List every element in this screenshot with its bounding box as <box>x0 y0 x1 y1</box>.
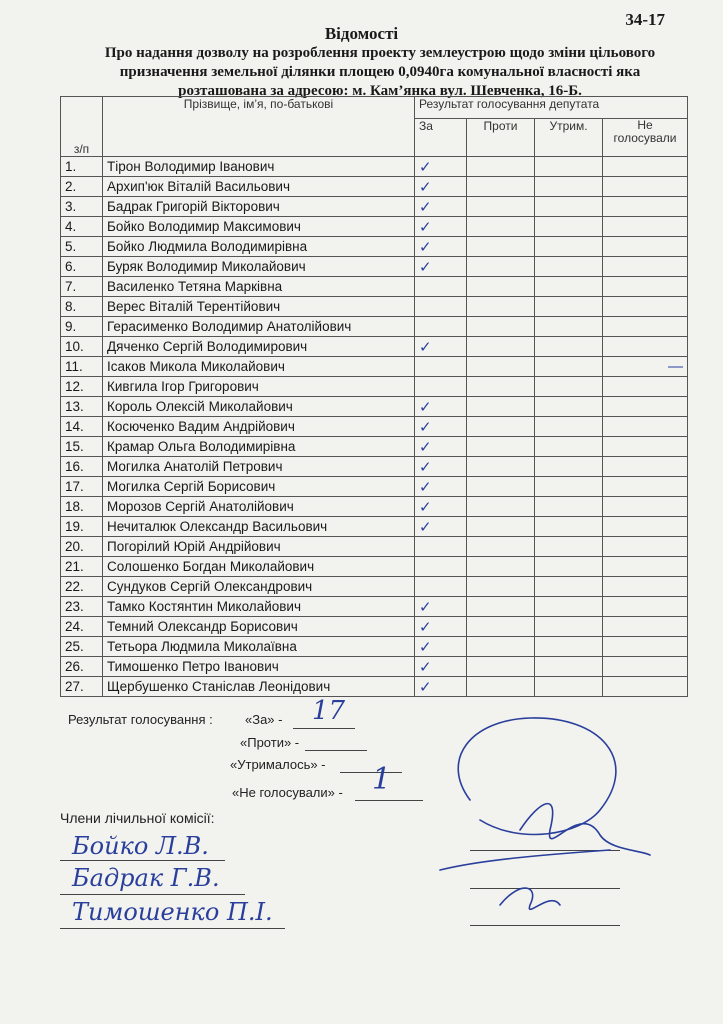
row-number: 9. <box>61 317 103 337</box>
result-for-label: «За» - <box>245 712 283 727</box>
row-number: 21. <box>61 557 103 577</box>
vote-for: ✓ <box>415 397 467 417</box>
row-name: Верес Віталій Терентійович <box>103 297 415 317</box>
row-name: Бадрак Григорій Вікторович <box>103 197 415 217</box>
row-number: 12. <box>61 377 103 397</box>
row-number: 15. <box>61 437 103 457</box>
row-number: 1. <box>61 157 103 177</box>
row-number: 17. <box>61 477 103 497</box>
row-name: Погорілий Юрій Андрійович <box>103 537 415 557</box>
row-name: Солошенко Богдан Миколайович <box>103 557 415 577</box>
signature-loop-stroke <box>458 718 616 835</box>
commission-member-3: Тимошенко П.І. <box>72 898 273 926</box>
row-number: 2. <box>61 177 103 197</box>
row-name: Крамар Ольга Володимирівна <box>103 437 415 457</box>
header-result: Результат голосування депутата <box>415 97 688 119</box>
row-number: 27. <box>61 677 103 697</box>
row-name: Тетьора Людмила Миколаївна <box>103 637 415 657</box>
row-number: 6. <box>61 257 103 277</box>
row-number: 4. <box>61 217 103 237</box>
commission-member-2: Бадрак Г.В. <box>72 864 220 892</box>
vote-for: ✓ <box>415 437 467 457</box>
vote-for: ✓ <box>415 177 467 197</box>
result-for-value: 17 <box>312 696 346 726</box>
header-number: з/п <box>61 97 103 157</box>
vote-for: ✓ <box>415 417 467 437</box>
commission-label: Члени лічильної комісії: <box>60 810 215 826</box>
header-name: Прізвище, ім’я, по-батькові <box>103 97 415 157</box>
row-number: 13. <box>61 397 103 417</box>
document-number: 34-17 <box>625 10 665 29</box>
vote-for: ✓ <box>415 457 467 477</box>
vote-not-voted: — <box>603 357 688 377</box>
row-name: Тірон Володимир Іванович <box>103 157 415 177</box>
row-name: Темний Олександр Борисович <box>103 617 415 637</box>
row-name: Бойко Людмила Володимирівна <box>103 237 415 257</box>
row-name: Морозов Сергій Анатолійович <box>103 497 415 517</box>
row-name: Тимошенко Петро Іванович <box>103 657 415 677</box>
row-name: Сундуков Сергій Олександрович <box>103 577 415 597</box>
row-name: Нечиталюк Олександр Васильович <box>103 517 415 537</box>
row-number: 8. <box>61 297 103 317</box>
document-subtitle: Про надання дозволу на розроблення проекту землеустрою щодо зміни цільового призначення земельної ділянки площею 0,0940га комунальної власності яка розташована за адресою: м. Кам’янка вул. Шевченка, 16-Б. <box>104 45 656 99</box>
row-name: Косюченко Вадим Андрійович <box>103 417 415 437</box>
result-abstain-label: «Утрималось» - <box>230 757 326 772</box>
row-number: 11. <box>61 357 103 377</box>
row-name: Тамко Костянтин Миколайович <box>103 597 415 617</box>
header-for: За <box>415 119 467 157</box>
row-name: Буряк Володимир Миколайович <box>103 257 415 277</box>
row-name: Щербушенко Станіслав Леонідович <box>103 677 415 697</box>
result-against-label: «Проти» - <box>240 735 300 750</box>
header-not-voted: Не голосували <box>603 119 688 157</box>
results-label: Результат голосування : <box>68 712 213 727</box>
vote-for: ✓ <box>415 677 467 697</box>
signature-stroke-2 <box>440 850 610 870</box>
row-name: Ісаков Микола Миколайович <box>103 357 415 377</box>
vote-for: ✓ <box>415 597 467 617</box>
vote-for: ✓ <box>415 637 467 657</box>
vote-for: ✓ <box>415 257 467 277</box>
row-name: Кивгила Ігор Григорович <box>103 377 415 397</box>
result-not-voted-value: 1 <box>372 762 392 797</box>
row-number: 10. <box>61 337 103 357</box>
row-number: 16. <box>61 457 103 477</box>
row-number: 25. <box>61 637 103 657</box>
row-number: 7. <box>61 277 103 297</box>
row-name: Могилка Сергій Борисович <box>103 477 415 497</box>
commission-member-1: Бойко Л.В. <box>72 832 209 860</box>
signature-scribble-1 <box>520 804 650 855</box>
vote-for: ✓ <box>415 617 467 637</box>
vote-for: ✓ <box>415 517 467 537</box>
row-name: Василенко Тетяна Марківна <box>103 277 415 297</box>
vote-for: ✓ <box>415 217 467 237</box>
row-name: Архип'юк Віталій Васильович <box>103 177 415 197</box>
row-number: 20. <box>61 537 103 557</box>
signature-scribble-2 <box>500 888 560 909</box>
header-against: Проти <box>467 119 535 157</box>
row-number: 26. <box>61 657 103 677</box>
row-name: Могилка Анатолій Петрович <box>103 457 415 477</box>
row-number: 3. <box>61 197 103 217</box>
row-name: Дяченко Сергій Володимирович <box>103 337 415 357</box>
row-name: Бойко Володимир Максимович <box>103 217 415 237</box>
vote-for: ✓ <box>415 497 467 517</box>
header-abstain: Утрим. <box>535 119 603 157</box>
vote-for: ✓ <box>415 477 467 497</box>
vote-for: ✓ <box>415 157 467 177</box>
vote-for: ✓ <box>415 657 467 677</box>
document-title: Відомості <box>324 24 399 43</box>
row-number: 5. <box>61 237 103 257</box>
row-number: 19. <box>61 517 103 537</box>
row-name: Герасименко Володимир Анатолійович <box>103 317 415 337</box>
row-number: 14. <box>61 417 103 437</box>
result-not-voted-label: «Не голосували» - <box>232 785 343 800</box>
vote-for: ✓ <box>415 237 467 257</box>
row-number: 24. <box>61 617 103 637</box>
row-number: 23. <box>61 597 103 617</box>
vote-for: ✓ <box>415 197 467 217</box>
row-number: 22. <box>61 577 103 597</box>
row-number: 18. <box>61 497 103 517</box>
vote-for: ✓ <box>415 337 467 357</box>
row-name: Король Олексій Миколайович <box>103 397 415 417</box>
